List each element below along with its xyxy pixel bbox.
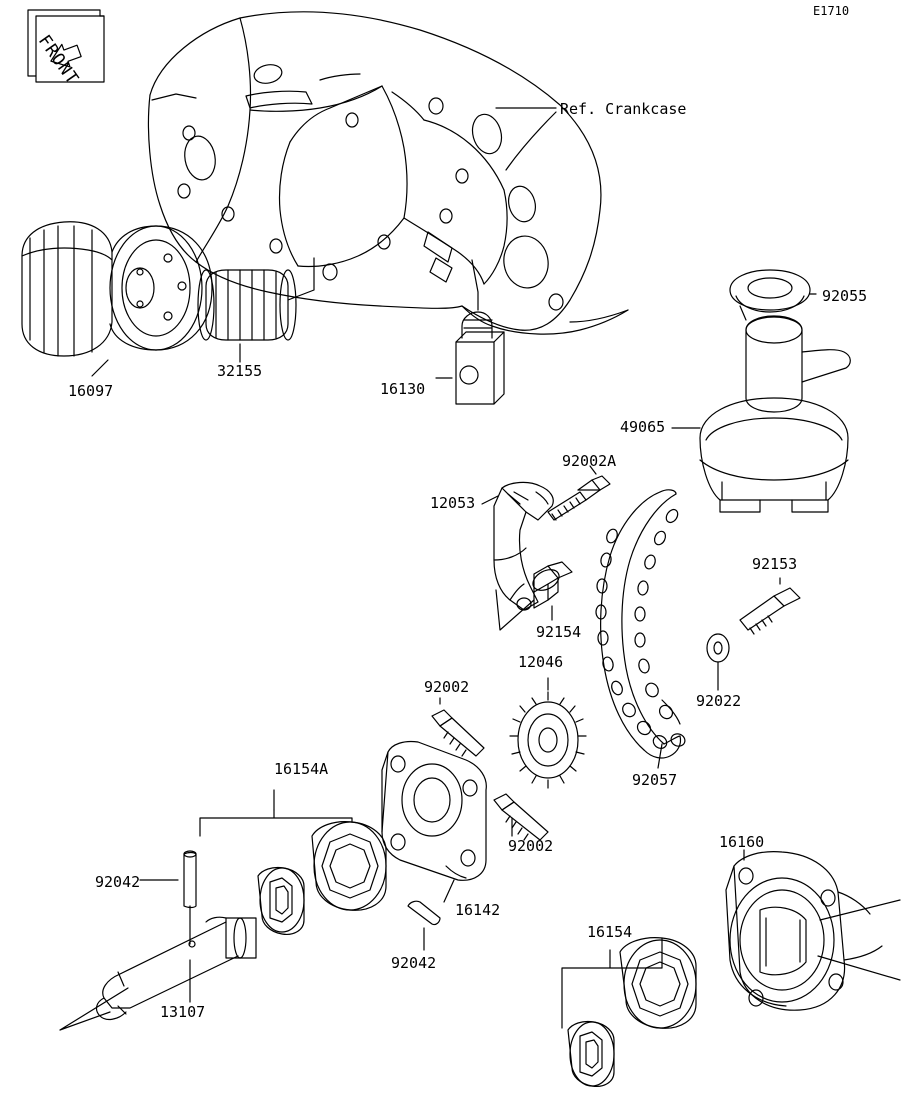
part-label-12046[interactable]: 12046	[518, 653, 564, 671]
part-label-49065[interactable]: 49065	[620, 418, 666, 436]
bolt-92002-lower-art	[494, 794, 548, 840]
washer-art	[707, 634, 729, 662]
part-label-92002-upper[interactable]: 92002	[424, 678, 470, 696]
part-label-92002a[interactable]: 92002A	[562, 452, 617, 470]
bolt-92002a-art	[548, 476, 610, 520]
part-label-12053[interactable]: 12053	[430, 494, 476, 512]
part-label-32155[interactable]: 32155	[217, 362, 263, 380]
part-label-92057[interactable]: 92057	[632, 771, 678, 789]
pin-upper-art	[184, 851, 196, 908]
part-label-92042-lower[interactable]: 92042	[391, 954, 437, 972]
ref-crankcase-label: Ref. Crankcase	[560, 100, 687, 118]
part-label-92002-lower[interactable]: 92002	[508, 837, 554, 855]
front-direction-marker	[28, 10, 104, 82]
o-ring-art	[730, 270, 810, 312]
rotor-set-a-art	[258, 822, 386, 935]
part-label-92022[interactable]: 92022	[696, 692, 742, 710]
oil-pressure-switch-art	[456, 312, 504, 404]
part-label-92055[interactable]: 92055	[822, 287, 868, 305]
part-label-92154[interactable]: 92154	[536, 623, 582, 641]
part-label-92042-upper[interactable]: 92042	[95, 873, 141, 891]
pump-body-art	[726, 852, 882, 1011]
part-label-16130[interactable]: 16130	[380, 380, 426, 398]
part-label-92153[interactable]: 92153	[752, 555, 798, 573]
pin-lower-art	[408, 901, 440, 924]
oil-strainer-art	[700, 316, 850, 512]
oil-filter-art	[22, 222, 212, 356]
leader-16097	[92, 360, 108, 376]
part-label-16154a[interactable]: 16154A	[274, 760, 329, 778]
front-marker-text: FRONT	[33, 31, 83, 89]
chain-guide-art	[494, 482, 553, 610]
diagram-code: E1710	[813, 4, 850, 18]
leader-16142	[444, 880, 454, 902]
bolt-92153-art	[740, 588, 800, 634]
bolt-92002-upper-art	[432, 710, 484, 756]
pump-cover-art	[382, 741, 486, 880]
part-label-16142[interactable]: 16142	[455, 901, 501, 919]
oil-pipe-art	[198, 270, 296, 340]
oil-pump-chain-art	[596, 490, 687, 758]
part-label-16160[interactable]: 16160	[719, 833, 765, 851]
sprocket-art	[510, 692, 586, 788]
rotor-set-art	[568, 938, 696, 1087]
part-label-16097[interactable]: 16097	[68, 382, 114, 400]
bolt-92154-art	[529, 562, 572, 608]
part-label-16154[interactable]: 16154	[587, 923, 633, 941]
part-label-13107[interactable]: 13107	[160, 1003, 206, 1021]
crankcase-outline	[148, 12, 628, 334]
